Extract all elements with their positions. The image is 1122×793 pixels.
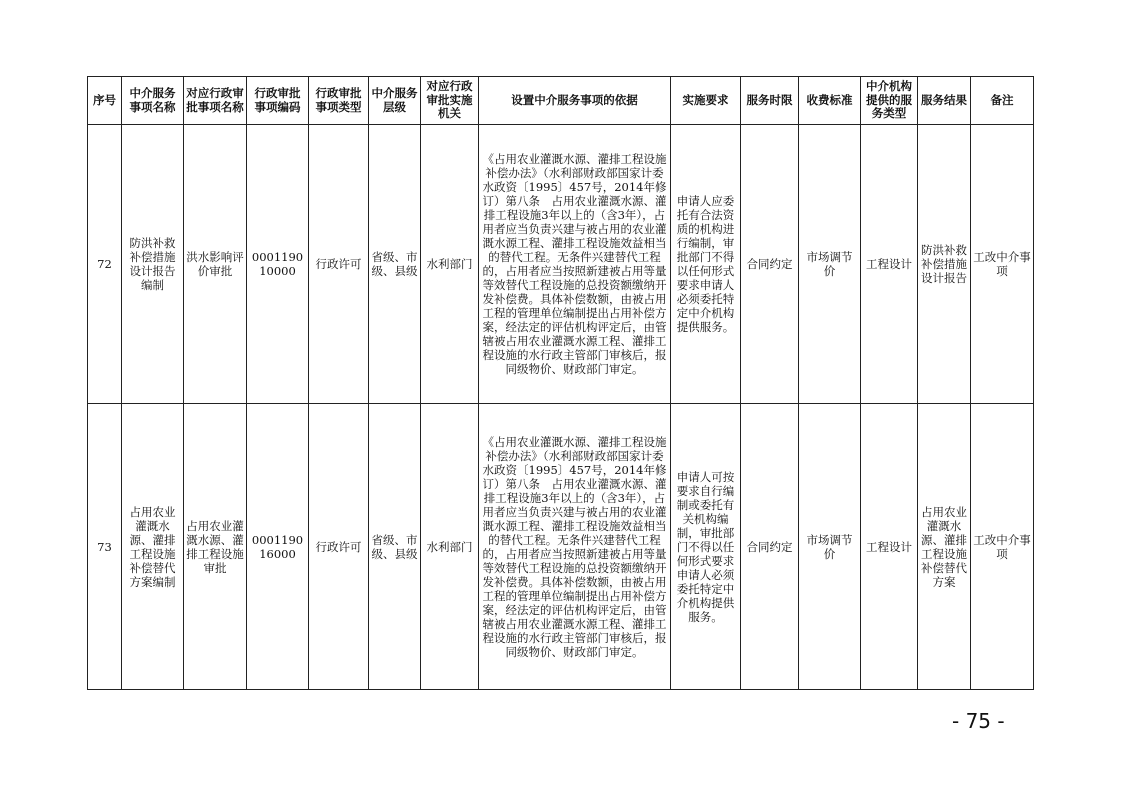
cell-approval-name: 洪水影响评价审批: [184, 125, 247, 404]
cell-service-level: 省级、市级、县级: [369, 125, 421, 404]
intermediary-services-table: [87, 76, 1034, 690]
header-remarks: 备注: [971, 77, 1034, 125]
header-service-level: 中介服务层级: [369, 77, 421, 125]
page-number: - 75 -: [952, 709, 1005, 733]
cell-provider-type: 工程设计: [861, 404, 918, 690]
table-row: [88, 404, 1034, 690]
cell-approval-type: 行政许可: [309, 125, 369, 404]
cell-fee: 市场调节价: [799, 404, 861, 690]
cell-seq: 72: [88, 125, 122, 404]
cell-agency: 水利部门: [421, 404, 479, 690]
header-agency: 对应行政审批实施机关: [421, 77, 479, 125]
cell-basis: 《占用农业灌溉水源、灌排工程设施补偿办法》（水利部财政部国家计委水政资〔1995〕457号，2014年修订）第八条 占用农业灌溉水源、灌排工程设施3年以上的（含3年），占用者应当负责兴建与被占用的农业灌溉水源工程、灌排工程设施效益相当的替代工程。无条件兴建替代工程的，占用者应当按照新建被占用等量等效替代工程设施的总投资额缴纳开发补偿费。具体补偿数额，由被占用工程的管理单位编制提出占用补偿方案，经法定的评估机构评定后，由管辖被占用农业灌溉水源工程、灌排工程设施的水行政主管部门审核后，报同级物价、财政部门审定。: [479, 125, 671, 404]
cell-service-level: 省级、市级、县级: [369, 404, 421, 690]
cell-remarks: 工改中介事项: [971, 404, 1034, 690]
cell-time-limit: 合同约定: [741, 404, 799, 690]
table-header-row: [88, 77, 1034, 125]
cell-seq: 73: [88, 404, 122, 690]
cell-time-limit: 合同约定: [741, 125, 799, 404]
cell-fee: 市场调节价: [799, 125, 861, 404]
cell-approval-code: 000119010000: [247, 125, 309, 404]
cell-approval-code: 000119016000: [247, 404, 309, 690]
header-approval-code: 行政审批事项编码: [247, 77, 309, 125]
header-seq: 序号: [88, 77, 122, 125]
header-time-limit: 服务时限: [741, 77, 799, 125]
cell-result: 占用农业灌溉水源、灌排工程设施补偿替代方案: [918, 404, 971, 690]
cell-result: 防洪补救补偿措施设计报告: [918, 125, 971, 404]
header-approval-type: 行政审批事项类型: [309, 77, 369, 125]
cell-requirements: 申请人可按要求自行编制或委托有关机构编制，审批部门不得以任何形式要求申请人必须委托特定中介机构提供服务。: [671, 404, 741, 690]
header-approval-name: 对应行政审批事项名称: [184, 77, 247, 125]
header-provider-type: 中介机构提供的服务类型: [861, 77, 918, 125]
cell-item-name: 防洪补救补偿措施设计报告编制: [122, 125, 184, 404]
header-basis: 设置中介服务事项的依据: [479, 77, 671, 125]
header-item-name: 中介服务事项名称: [122, 77, 184, 125]
cell-agency: 水利部门: [421, 125, 479, 404]
cell-approval-type: 行政许可: [309, 404, 369, 690]
cell-approval-name: 占用农业灌溉水源、灌排工程设施审批: [184, 404, 247, 690]
cell-remarks: 工改中介事项: [971, 125, 1034, 404]
header-fee: 收费标准: [799, 77, 861, 125]
cell-item-name: 占用农业灌溉水源、灌排工程设施补偿替代方案编制: [122, 404, 184, 690]
cell-provider-type: 工程设计: [861, 125, 918, 404]
table-row: [88, 125, 1034, 404]
cell-requirements: 申请人应委托有合法资质的机构进行编制，审批部门不得以任何形式要求申请人必须委托特定中介机构提供服务。: [671, 125, 741, 404]
cell-basis: 《占用农业灌溉水源、灌排工程设施补偿办法》（水利部财政部国家计委水政资〔1995〕457号，2014年修订）第八条 占用农业灌溉水源、灌排工程设施3年以上的（含3年），占用者应当负责兴建与被占用的农业灌溉水源工程、灌排工程设施效益相当的替代工程。无条件兴建替代工程的，占用者应当按照新建被占用等量等效替代工程设施的总投资额缴纳开发补偿费。具体补偿数额，由被占用工程的管理单位编制提出占用补偿方案，经法定的评估机构评定后，由管辖被占用农业灌溉水源工程、灌排工程设施的水行政主管部门审核后，报同级物价、财政部门审定。: [479, 404, 671, 690]
header-result: 服务结果: [918, 77, 971, 125]
header-requirements: 实施要求: [671, 77, 741, 125]
